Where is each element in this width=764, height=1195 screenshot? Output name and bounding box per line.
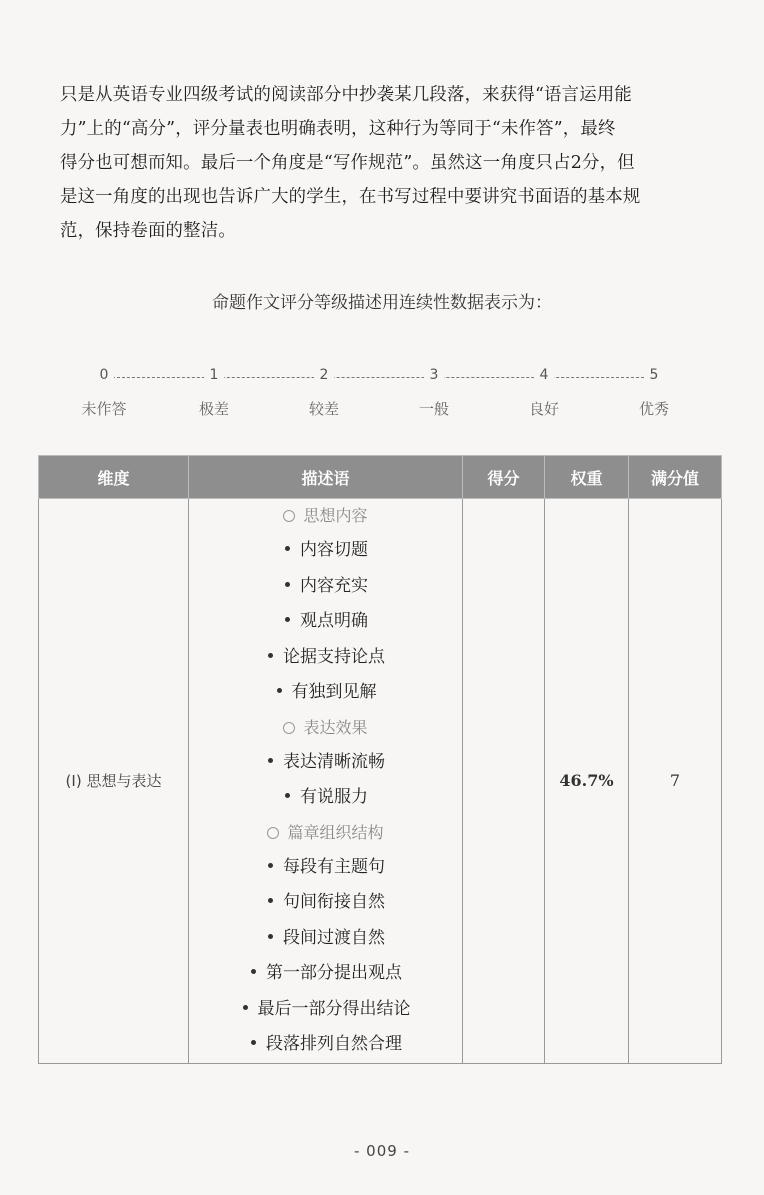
section-heading: 思想内容 [189, 499, 462, 533]
bullet-icon [268, 758, 273, 763]
scale-tick: 3 [424, 367, 444, 383]
list-item: 观点明确 [189, 604, 462, 640]
full-score-cell: 7 [629, 499, 722, 1064]
list-item: 句间衔接自然 [189, 885, 462, 921]
bullet-icon [251, 969, 256, 974]
header-weight: 权重 [545, 456, 629, 499]
scale-label: 良好 [528, 400, 559, 418]
bullet-icon [268, 653, 273, 658]
bullet-icon [285, 546, 290, 551]
bullet-icon [268, 934, 273, 939]
list-item: 第一部分提出观点 [189, 956, 462, 992]
list-item: 内容充实 [189, 569, 462, 605]
bullet-icon [243, 1005, 248, 1010]
rubric-table [38, 455, 722, 1064]
scale-tick: 0 [94, 367, 114, 383]
list-item: 每段有主题句 [189, 850, 462, 886]
scale-label: 一般 [418, 400, 449, 418]
table-row [39, 499, 722, 1064]
header-dimension: 维度 [39, 456, 189, 499]
ring-icon [283, 510, 295, 522]
scale-tick: 4 [534, 367, 554, 383]
ring-icon [267, 827, 279, 839]
table-header-row [39, 456, 722, 499]
descriptor-cell [189, 499, 463, 1064]
paragraph-line: 是这一角度的出现也告诉广大的学生，在书写过程中要讲究书面语的基本规 [60, 187, 641, 207]
header-full-score: 满分值 [629, 456, 722, 499]
score-cell [463, 499, 545, 1064]
scale-label: 极差 [198, 400, 229, 418]
list-item: 内容切题 [189, 533, 462, 569]
bullet-icon [285, 617, 290, 622]
bullet-icon [268, 863, 273, 868]
bullet-icon [268, 898, 273, 903]
paragraph-line: 范，保持卷面的整洁。 [60, 221, 236, 241]
scale-tick: 2 [314, 367, 334, 383]
scale-tick: 1 [204, 367, 224, 383]
bullet-icon [285, 793, 290, 798]
list-item: 有说服力 [189, 780, 462, 816]
dimension-cell: (I) 思想与表达 [39, 499, 189, 1064]
bullet-icon [251, 1040, 256, 1045]
paragraph-line: 得分也可想而知。最后一个角度是“写作规范”。虽然这一角度只占2分，但 [60, 153, 635, 173]
body-paragraph [60, 78, 730, 248]
page-number: - 009 - [354, 1142, 410, 1160]
bullet-icon [285, 582, 290, 587]
ring-icon [283, 722, 295, 734]
list-item: 论据支持论点 [189, 640, 462, 676]
bullet-icon [277, 688, 282, 693]
list-item: 表达清晰流畅 [189, 745, 462, 781]
weight-cell: 46.7% [545, 499, 629, 1064]
scale-dashed-line [112, 377, 654, 378]
header-score: 得分 [463, 456, 545, 499]
scale-label: 未作答 [81, 400, 127, 418]
list-item: 有独到见解 [189, 675, 462, 711]
scale-label: 优秀 [638, 400, 669, 418]
list-item: 段落排列自然合理 [189, 1027, 462, 1063]
scale-title: 命题作文评分等级描述用连续性数据表示为： [212, 293, 552, 313]
list-item: 最后一部分得出结论 [189, 992, 462, 1028]
scale-tick: 5 [644, 367, 664, 383]
section-heading: 表达效果 [189, 711, 462, 745]
scale-label: 较差 [308, 400, 339, 418]
paragraph-line: 只是从英语专业四级考试的阅读部分中抄袭某几段落，来获得“语言运用能 [60, 85, 632, 105]
list-item: 段间过渡自然 [189, 921, 462, 957]
header-descriptor: 描述语 [189, 456, 463, 499]
paragraph-line: 力”上的“高分”，评分量表也明确表明，这种行为等同于“未作答”，最终 [60, 119, 616, 139]
section-heading: 篇章组织结构 [189, 816, 462, 850]
